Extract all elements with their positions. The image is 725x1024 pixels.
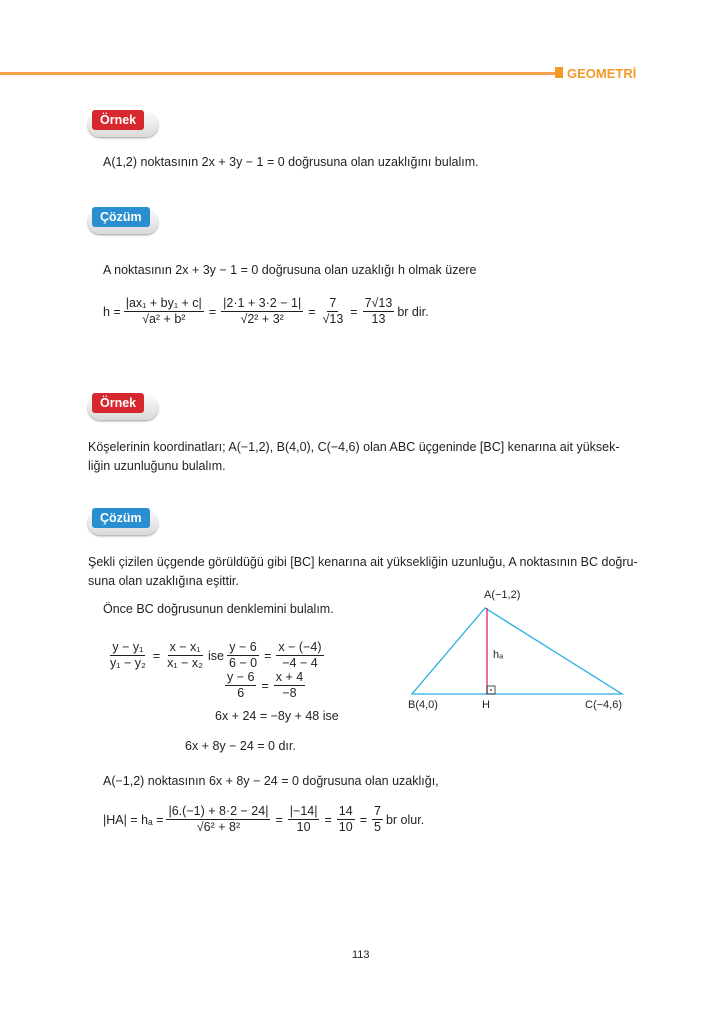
- section-title: GEOMETRİ: [567, 66, 637, 81]
- header-square-icon: [555, 67, 563, 78]
- header-rule: [0, 72, 557, 75]
- equals: =: [208, 304, 217, 319]
- label-c: C(−4,6): [585, 699, 622, 711]
- denominator: 10: [338, 820, 353, 834]
- ise-text: ise: [207, 648, 224, 663]
- solution-label: Çözüm: [92, 207, 150, 227]
- numerator: 7: [374, 804, 381, 818]
- line-equation-2: [222, 670, 308, 701]
- example-badge: [88, 396, 158, 420]
- line-equation-1: [105, 640, 327, 671]
- distance-formula-2: [103, 804, 424, 835]
- solution2-line2: suna olan uzaklığına eşittir.: [88, 574, 239, 588]
- line-equation-3: 6x + 24 = −8y + 48 ise: [215, 709, 339, 723]
- solution-badge: [88, 210, 158, 234]
- equals: =: [152, 648, 161, 663]
- distance-statement: A(−1,2) noktasının 6x + 8y − 24 = 0 doğrusuna olan uzaklığı,: [103, 774, 439, 788]
- denominator: √2² + 3²: [240, 312, 284, 326]
- denominator: y₁ − y₂: [110, 656, 146, 670]
- solution-label: Çözüm: [92, 508, 150, 528]
- unit-text: br dir.: [397, 304, 429, 319]
- equals: =: [350, 304, 358, 319]
- numerator: |6.(−1) + 8·2 − 24|: [168, 804, 269, 818]
- equals: =: [275, 812, 283, 827]
- lhs: h =: [103, 304, 121, 319]
- equals: =: [308, 304, 316, 319]
- denominator: √a² + b²: [142, 312, 186, 326]
- numerator: x + 4: [275, 670, 304, 684]
- distance-formula-1: [103, 296, 429, 327]
- solution2-step: Önce BC doğrusunun denklemini bulalım.: [103, 602, 334, 616]
- example-label: Örnek: [92, 110, 144, 130]
- label-a: A(−1,2): [484, 589, 521, 601]
- numerator: y − 6: [229, 640, 257, 654]
- denominator: 6: [237, 686, 245, 700]
- triangle-figure: [400, 585, 650, 715]
- denominator: 5: [374, 820, 381, 834]
- label-ha: hₐ: [493, 649, 504, 661]
- lhs: |HA| = hₐ =: [103, 812, 164, 827]
- example1-question: A(1,2) noktasının 2x + 3y − 1 = 0 doğrusuna olan uzaklığını bulalım.: [103, 155, 479, 169]
- denominator: 10: [296, 820, 311, 834]
- denominator: −4 − 4: [282, 656, 318, 670]
- numerator: y − 6: [227, 670, 255, 684]
- numerator: y − y₁: [112, 640, 144, 654]
- unit-text: br olur.: [385, 812, 425, 827]
- numerator: |ax₁ + by₁ + c|: [125, 296, 202, 310]
- line-equation-4: 6x + 8y − 24 = 0 dır.: [185, 739, 296, 753]
- numerator: 7√13: [364, 296, 393, 310]
- solution-badge: [88, 511, 158, 535]
- denominator: √13: [322, 312, 344, 326]
- label-h: H: [482, 699, 490, 711]
- label-b: B(4,0): [408, 699, 438, 711]
- example-badge: [88, 113, 158, 137]
- triangle-abc: [412, 608, 622, 694]
- equals: =: [324, 812, 332, 827]
- example2-question-line2: liğin uzunluğunu bulalım.: [88, 459, 226, 473]
- numerator: 14: [338, 804, 353, 818]
- numerator: x − (−4): [278, 640, 322, 654]
- denominator: √6² + 8²: [196, 820, 241, 834]
- equals: =: [359, 812, 367, 827]
- denominator: 13: [371, 312, 386, 326]
- denominator: −8: [282, 686, 297, 700]
- denominator: 6 − 0: [228, 656, 258, 670]
- numerator: 7: [329, 296, 337, 310]
- equals: =: [261, 678, 269, 693]
- numerator: |−14|: [289, 804, 318, 818]
- solution2-line1: Şekli çizilen üçgende görüldüğü gibi [BC] kenarına ait yüksekliğin uzunluğu, A noktasının BC doğru-: [88, 555, 638, 569]
- equals: =: [264, 648, 272, 663]
- solution1-intro: A noktasının 2x + 3y − 1 = 0 doğrusuna olan uzaklığı h olmak üzere: [103, 263, 477, 277]
- right-angle-dot: [490, 689, 492, 691]
- example-label: Örnek: [92, 393, 144, 413]
- numerator: x − x₁: [169, 640, 201, 654]
- page-number: 113: [352, 949, 370, 961]
- denominator: x₁ − x₂: [167, 656, 203, 670]
- numerator: |2·1 + 3·2 − 1|: [223, 296, 302, 310]
- example2-question-line1: Köşelerinin koordinatları; A(−1,2), B(4,0), C(−4,6) olan ABC üçgeninde [BC] kenarına ait yüksek-: [88, 440, 620, 454]
